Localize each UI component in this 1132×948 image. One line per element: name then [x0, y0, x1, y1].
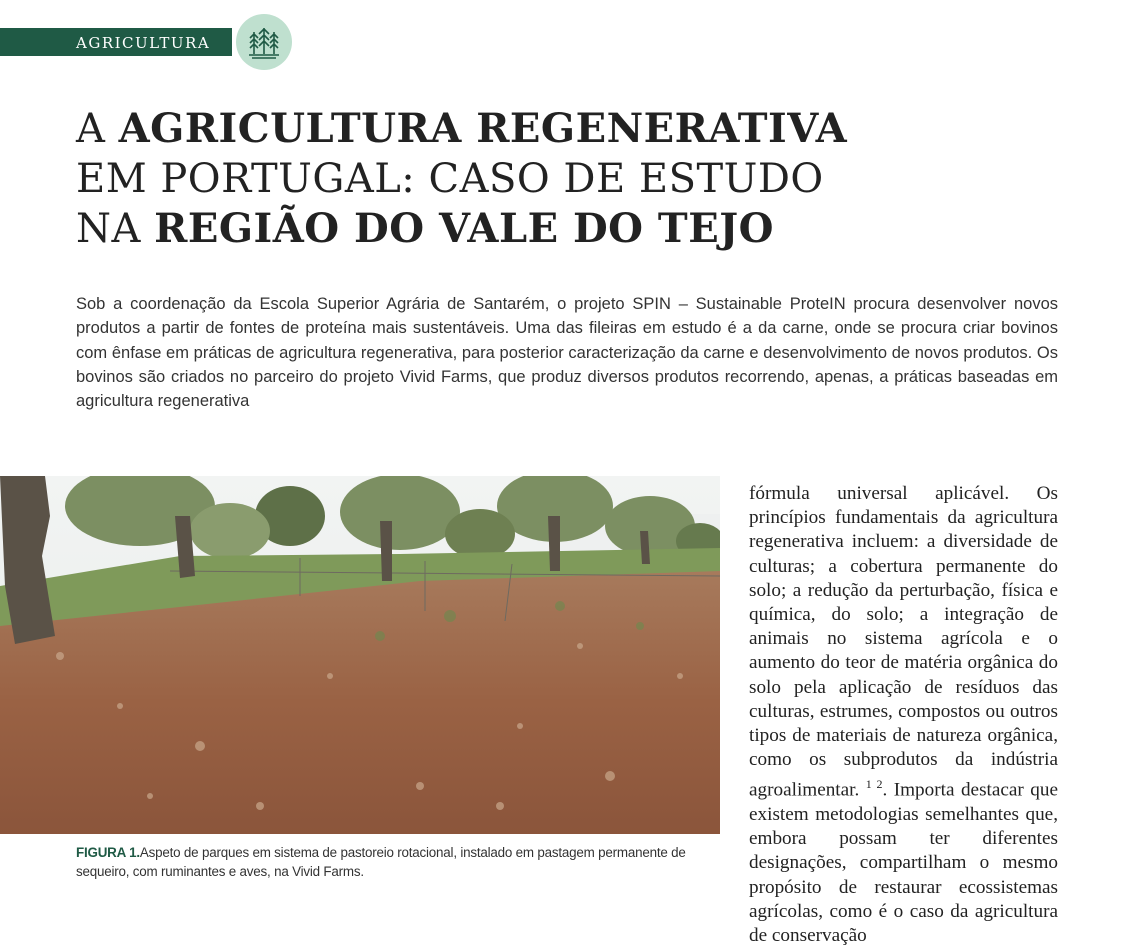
article-title: A AGRICULTURA REGENERATIVA EM PORTUGAL: CASO DE ESTUDO NA REGIÃO DO VALE DO TEJO: [76, 105, 848, 252]
trees-icon: [248, 24, 280, 60]
figure-label: FIGURA 1.: [76, 845, 140, 860]
section-label: AGRICULTURA: [76, 34, 211, 52]
intro-paragraph: Sob a coordenação da Escola Superior Agrária de Santarém, o projeto SPIN – Sustainable ProteIN procura desenvolver novos produtos a partir de fontes de proteína mais sustentáveis. Uma das fileiras em estudo é a da carne, onde se procura criar bovinos com ênfase em práticas de agricultura regenerativa, para posterior caracterização da carne e desenvolvimento de novos produtos. Os bovinos são criados no parceiro do projeto Vivid Farms, que produz diversos produtos recorrendo, apenas, a práticas baseadas em agricultura regenerativa: [76, 295, 1058, 411]
figure-caption-text: Aspeto de parques em sistema de pastoreio rotacional, instalado em pastagem permanente de sequeiro, com ruminantes e aves, na Vivid Farms.: [76, 845, 686, 879]
body-text-column: fórmula universal aplicável. Os princípios fundamentais da agricultura regenerativa incluem: a diversidade de culturas; a cobertura permanente do solo; a redução da perturbação, física e química, do solo; a integração de animais no sistema agrícola e o aumento do teor de matéria orgânica do solo pela aplicação de resíduos das culturas, estrumes, compostos ou outros tipos de materiais de natureza orgânica, como os subprodutos da indústria agroalimentar. $^{1 2}$. Importa destacar que existem metodologias semelhantes que, embora possam ter diferentes designações, compartilham o mesmo propósito de restaurar ecossistemas agrícolas, como é o caso da agricultura de conservação: [749, 483, 1058, 947]
reference-marks: 1 2: [865, 777, 883, 792]
figure-photo: [0, 476, 720, 834]
figure-caption: [76, 843, 722, 881]
section-badge: [236, 14, 292, 70]
